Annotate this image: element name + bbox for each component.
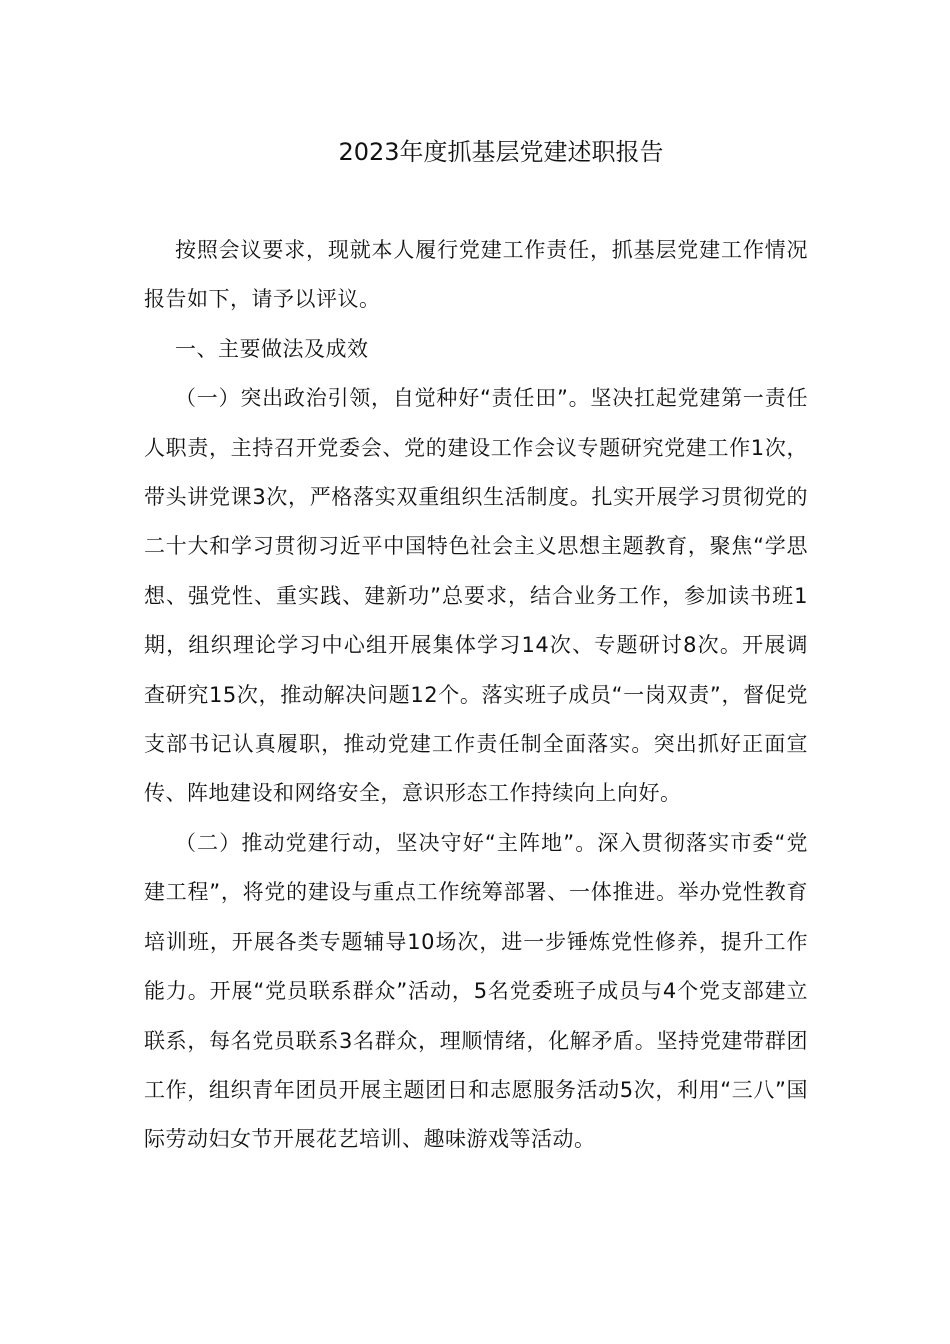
paragraph-political-leadership: （一）突出政治引领，自觉种好“责任田”。坚决扛起党建第一责任人职责，主持召开党委会、党的建设工作会议专题研究党建工作1次，带头讲党课3次，严格落实双重组织生活制度。扎实开展学习贯彻党的二十大和学习贯彻习近平中国特色社会主义思想主题教育，聚焦“学思想、强党性、重实践、建新功”总要求，结合业务工作，参加读书班1期，组织理论学习中心组开展集体学习14次、专题研讨8次。开展调查研究15次，推动解决问题12个。落实班子成员“一岗双责”，督促党支部书记认真履职，推动党建工作责任制全面落实。突出抓好正面宣传、阵地建设和网络安全，意识形态工作持续向上向好。 xyxy=(144,386,808,806)
section-heading: 一、主要做法及成效 xyxy=(175,336,369,361)
paragraph-party-building-action: （二）推动党建行动，坚决守好“主阵地”。深入贯彻落实市委“党建工程”，将党的建设与重点工作统筹部署、一体推进。举办党性教育培训班，开展各类专题辅导10场次，进一步锤炼党性修养，提升工作能力。开展“党员联系群众”活动，5名党委班子成员与4个党支部建立联系，每名党员联系3名群众，理顺情绪，化解矛盾。坚持党建带群团工作，组织青年团员开展主题团日和志愿服务活动5次，利用“三八”国际劳动妇女节开展花艺培训、趣味游戏等活动。 xyxy=(144,830,808,1152)
document-body xyxy=(144,226,808,1165)
paragraph-intro: 按照会议要求，现就本人履行党建工作责任，抓基层党建工作情况报告如下，请予以评议。 xyxy=(144,238,808,312)
document-title: 2023年度抓基层党建述职报告 xyxy=(338,138,664,166)
